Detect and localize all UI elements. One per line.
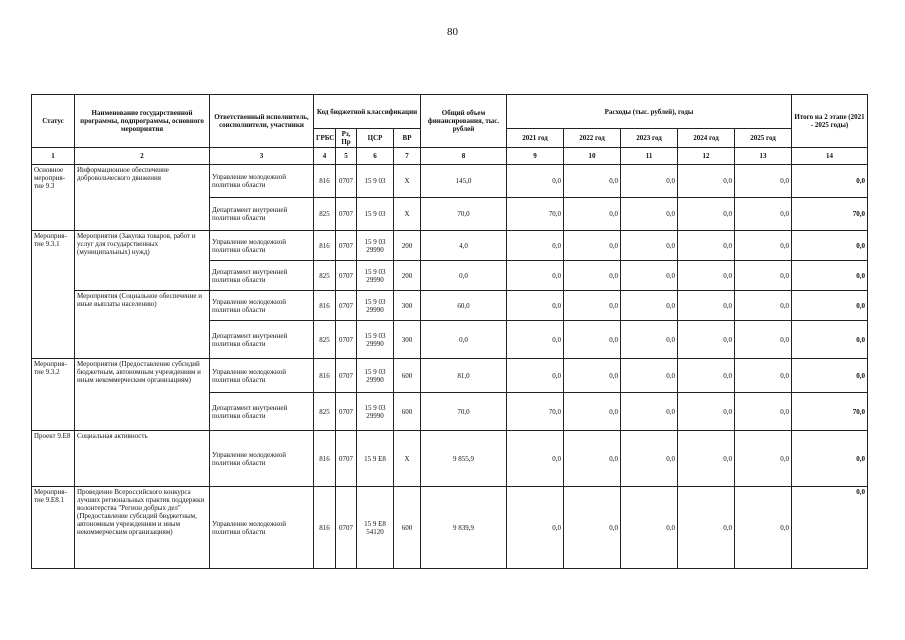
vr-cell: 200 xyxy=(394,261,421,291)
col-num: 3 xyxy=(210,148,314,165)
csr-cell: 15 9 03 29990 xyxy=(357,359,394,393)
y2023-cell: 0,0 xyxy=(621,393,678,431)
y2022-cell: 0,0 xyxy=(564,359,621,393)
responsible-cell: Управление молодежной политики области xyxy=(210,165,314,198)
y2024-cell: 0,0 xyxy=(678,431,735,487)
csr-cell: 15 9 03 xyxy=(357,198,394,231)
budget-table xyxy=(31,94,868,569)
y2024-cell: 0,0 xyxy=(678,359,735,393)
col-num: 4 xyxy=(314,148,336,165)
responsible-cell: Управление молодежной политики области xyxy=(210,359,314,393)
col-num: 13 xyxy=(735,148,792,165)
responsible-cell: Департамент внутренней политики области xyxy=(210,261,314,291)
header-status: Статус xyxy=(32,95,75,148)
rzpr-cell: 0707 xyxy=(336,261,357,291)
y2024-cell: 0,0 xyxy=(678,231,735,261)
y2023-cell: 0,0 xyxy=(621,291,678,321)
y2021-cell: 0,0 xyxy=(507,291,564,321)
grbs-cell: 825 xyxy=(314,261,336,291)
name-cell: Мероприятия (Социальное обеспечение и иные выплаты населению) xyxy=(75,291,210,359)
grbs-cell: 816 xyxy=(314,487,336,569)
y2022-cell: 0,0 xyxy=(564,487,621,569)
name-cell: Мероприятия (Предоставление субсидий бюджетным, автономным учреждениям и иным некоммерческим организациям) xyxy=(75,359,210,431)
grbs-cell: 825 xyxy=(314,198,336,231)
csr-cell: 15 9 03 29990 xyxy=(357,261,394,291)
rzpr-cell: 0707 xyxy=(336,321,357,359)
page-number: 80 xyxy=(447,26,458,38)
total-cell: 60,0 xyxy=(421,291,507,321)
total-cell: 9 855,9 xyxy=(421,431,507,487)
col-num: 9 xyxy=(507,148,564,165)
y2021-cell: 0,0 xyxy=(507,165,564,198)
vr-cell: 300 xyxy=(394,291,421,321)
y2023-cell: 0,0 xyxy=(621,431,678,487)
csr-cell: 15 9 03 29990 xyxy=(357,291,394,321)
grbs-cell: 816 xyxy=(314,165,336,198)
y2022-cell: 0,0 xyxy=(564,261,621,291)
header-grbs: ГРБС xyxy=(314,129,336,148)
vr-cell: Х xyxy=(394,198,421,231)
table-row xyxy=(32,359,868,393)
y2023-cell: 0,0 xyxy=(621,231,678,261)
rzpr-cell: 0707 xyxy=(336,393,357,431)
header-itogo: Итого на 2 этапе (2021 - 2025 годы) xyxy=(792,95,868,148)
responsible-cell: Управление молодежной политики области xyxy=(210,431,314,487)
y2025-cell: 0,0 xyxy=(735,487,792,569)
col-num: 6 xyxy=(357,148,394,165)
header-expenses: Расходы (тыс. рублей), годы xyxy=(507,95,792,129)
grbs-cell: 825 xyxy=(314,393,336,431)
y2022-cell: 0,0 xyxy=(564,165,621,198)
name-cell: Проведение Всероссийского конкурса лучших региональных практик поддержки волонтерства "Регион добрых дел" (Предоставление субсидий бюджетным, автономным учреждениям и иным некоммерческим организациям) xyxy=(75,487,210,569)
y2021-cell: 0,0 xyxy=(507,487,564,569)
responsible-cell: Департамент внутренней политики области xyxy=(210,198,314,231)
y2022-cell: 0,0 xyxy=(564,321,621,359)
column-number-row xyxy=(32,148,868,165)
table-row xyxy=(32,291,868,321)
header-total: Общий объем финансирования, тыс. рублей xyxy=(421,95,507,148)
col-num: 5 xyxy=(336,148,357,165)
responsible-cell: Управление молодежной политики области xyxy=(210,291,314,321)
y2024-cell: 0,0 xyxy=(678,291,735,321)
y2021-cell: 0,0 xyxy=(507,261,564,291)
y2025-cell: 0,0 xyxy=(735,231,792,261)
y2025-cell: 0,0 xyxy=(735,198,792,231)
table-row xyxy=(32,431,868,487)
y2024-cell: 0,0 xyxy=(678,321,735,359)
total-cell: 81,0 xyxy=(421,359,507,393)
status-cell: Мероприя-тие 9.3.2 xyxy=(32,359,75,431)
col-num: 2 xyxy=(75,148,210,165)
header-row-1 xyxy=(32,95,868,129)
grbs-cell: 816 xyxy=(314,431,336,487)
vr-cell: Х xyxy=(394,431,421,487)
grbs-cell: 825 xyxy=(314,321,336,359)
y2025-cell: 0,0 xyxy=(735,321,792,359)
y2024-cell: 0,0 xyxy=(678,198,735,231)
status-cell: Мероприя-тие 9.3.1 xyxy=(32,231,75,359)
y2025-cell: 0,0 xyxy=(735,261,792,291)
table-row xyxy=(32,165,868,198)
csr-cell: 15 9 03 xyxy=(357,165,394,198)
header-responsible: Ответственный исполнитель, соисполнители, участники xyxy=(210,95,314,148)
total-cell: 145,0 xyxy=(421,165,507,198)
header-name: Наименование государственной программы, подпрограммы, основного мероприятия xyxy=(75,95,210,148)
y2022-cell: 0,0 xyxy=(564,231,621,261)
table-row xyxy=(32,231,868,261)
name-cell: Информационное обеспечение добровольческого движения xyxy=(75,165,210,231)
itogo-cell: 70,0 xyxy=(792,198,868,231)
csr-cell: 15 9 03 29990 xyxy=(357,393,394,431)
status-cell: Основное мероприя-тие 9.3 xyxy=(32,165,75,231)
header-2021: 2021 год xyxy=(507,129,564,148)
status-cell: Проект 9.Е8 xyxy=(32,431,75,487)
vr-cell: 200 xyxy=(394,231,421,261)
rzpr-cell: 0707 xyxy=(336,231,357,261)
header-vr: ВР xyxy=(394,129,421,148)
y2024-cell: 0,0 xyxy=(678,393,735,431)
y2021-cell: 0,0 xyxy=(507,431,564,487)
name-cell: Социальная активность xyxy=(75,431,210,487)
csr-cell: 15 9 03 29990 xyxy=(357,231,394,261)
header-budget-code: Код бюджетной классификации xyxy=(314,95,421,129)
y2023-cell: 0,0 xyxy=(621,165,678,198)
vr-cell: 300 xyxy=(394,321,421,359)
grbs-cell: 816 xyxy=(314,291,336,321)
col-num: 12 xyxy=(678,148,735,165)
itogo-cell: 0,0 xyxy=(792,359,868,393)
y2022-cell: 0,0 xyxy=(564,291,621,321)
y2022-cell: 0,0 xyxy=(564,431,621,487)
y2024-cell: 0,0 xyxy=(678,487,735,569)
rzpr-cell: 0707 xyxy=(336,431,357,487)
y2025-cell: 0,0 xyxy=(735,165,792,198)
header-2024: 2024 год xyxy=(678,129,735,148)
vr-cell: 600 xyxy=(394,359,421,393)
vr-cell: Х xyxy=(394,165,421,198)
responsible-cell: Департамент внутренней политики области xyxy=(210,393,314,431)
name-cell: Мероприятия (Закупка товаров, работ и услуг для государственных (муниципальных) нужд) xyxy=(75,231,210,291)
col-num: 1 xyxy=(32,148,75,165)
y2021-cell: 0,0 xyxy=(507,359,564,393)
header-2025: 2025 год xyxy=(735,129,792,148)
rzpr-cell: 0707 xyxy=(336,487,357,569)
y2023-cell: 0,0 xyxy=(621,359,678,393)
responsible-cell: Департамент внутренней политики области xyxy=(210,321,314,359)
itogo-cell: 0,0 xyxy=(792,165,868,198)
itogo-cell: 0,0 xyxy=(792,431,868,487)
total-cell: 9 839,9 xyxy=(421,487,507,569)
rzpr-cell: 0707 xyxy=(336,359,357,393)
itogo-cell: 0,0 xyxy=(792,261,868,291)
y2021-cell: 0,0 xyxy=(507,321,564,359)
y2023-cell: 0,0 xyxy=(621,198,678,231)
responsible-cell: Управление молодежной политики области xyxy=(210,487,314,569)
y2025-cell: 0,0 xyxy=(735,431,792,487)
itogo-cell: 0,0 xyxy=(792,487,868,569)
rzpr-cell: 0707 xyxy=(336,291,357,321)
y2025-cell: 0,0 xyxy=(735,359,792,393)
rzpr-cell: 0707 xyxy=(336,165,357,198)
y2025-cell: 0,0 xyxy=(735,393,792,431)
csr-cell: 15 9 Е8 54120 xyxy=(357,487,394,569)
itogo-cell: 0,0 xyxy=(792,321,868,359)
table-row xyxy=(32,487,868,569)
header-2023: 2023 год xyxy=(621,129,678,148)
y2024-cell: 0,0 xyxy=(678,261,735,291)
grbs-cell: 816 xyxy=(314,231,336,261)
col-num: 7 xyxy=(394,148,421,165)
y2023-cell: 0,0 xyxy=(621,487,678,569)
y2021-cell: 70,0 xyxy=(507,393,564,431)
rzpr-cell: 0707 xyxy=(336,198,357,231)
total-cell: 70,0 xyxy=(421,198,507,231)
total-cell: 70,0 xyxy=(421,393,507,431)
y2025-cell: 0,0 xyxy=(735,291,792,321)
itogo-cell: 70,0 xyxy=(792,393,868,431)
y2022-cell: 0,0 xyxy=(564,198,621,231)
csr-cell: 15 9 03 29990 xyxy=(357,321,394,359)
status-cell: Мероприя-тие 9.Е8.1 xyxy=(32,487,75,569)
col-num: 8 xyxy=(421,148,507,165)
y2022-cell: 0,0 xyxy=(564,393,621,431)
y2023-cell: 0,0 xyxy=(621,261,678,291)
y2023-cell: 0,0 xyxy=(621,321,678,359)
header-csr: ЦСР xyxy=(357,129,394,148)
y2021-cell: 0,0 xyxy=(507,231,564,261)
total-cell: 4,0 xyxy=(421,231,507,261)
vr-cell: 600 xyxy=(394,393,421,431)
responsible-cell: Управление молодежной политики области xyxy=(210,231,314,261)
vr-cell: 600 xyxy=(394,487,421,569)
col-num: 14 xyxy=(792,148,868,165)
csr-cell: 15 9 Е8 xyxy=(357,431,394,487)
col-num: 11 xyxy=(621,148,678,165)
y2021-cell: 70,0 xyxy=(507,198,564,231)
itogo-cell: 0,0 xyxy=(792,231,868,261)
y2024-cell: 0,0 xyxy=(678,165,735,198)
grbs-cell: 816 xyxy=(314,359,336,393)
header-2022: 2022 год xyxy=(564,129,621,148)
total-cell: 0,0 xyxy=(421,261,507,291)
total-cell: 0,0 xyxy=(421,321,507,359)
col-num: 10 xyxy=(564,148,621,165)
header-rzpr: Рз, Пр xyxy=(336,129,357,148)
itogo-cell: 0,0 xyxy=(792,291,868,321)
